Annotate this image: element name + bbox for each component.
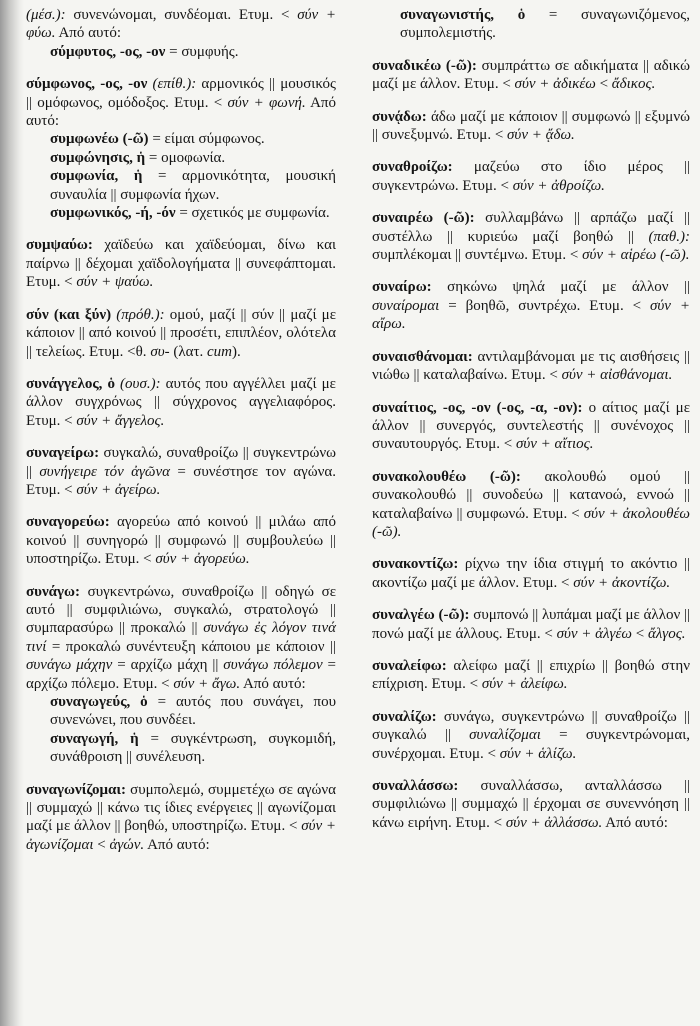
entry-definition <box>372 158 690 195</box>
dictionary-entry <box>372 57 690 94</box>
entry-definition <box>372 555 690 592</box>
entry-definition <box>372 657 690 694</box>
headword: συμψαύω: <box>26 237 93 254</box>
definition-text: (λατ. <box>169 343 207 360</box>
entry-definition <box>372 777 690 832</box>
definition-text: = αρμονικότητα, μουσική συναυλία || συμφωνία ήχων. <box>50 168 336 203</box>
italic-text: σύν + ἁλίζω. <box>499 745 577 762</box>
italic-text: σύν + ἀλείφω. <box>481 676 568 693</box>
definition-text: ο αίτιος μαζί με άλλον || συνεργός, συντελεστής || συνένοχος || συναυτουργός. Ετυμ. < <box>372 399 690 453</box>
italic-text: (μέσ.): <box>26 7 66 23</box>
entry-definition <box>372 108 690 145</box>
italic-text: σύν + ἀκοντίζω. <box>573 574 671 591</box>
definition-text: σηκώνω ψηλά μαζί με άλλον || <box>431 279 690 296</box>
definition-text: = συγκεντρώνομαι, συνέρχομαι. Ετυμ. < <box>372 727 690 762</box>
italic-text: σύν + ἀλλάσσω. <box>505 814 603 831</box>
headword: συναθροίζω: <box>372 159 453 176</box>
italic-text: σύν + ἄγγελος. <box>76 412 165 429</box>
definition-text: ). <box>232 343 241 360</box>
dictionary-entry <box>372 6 690 43</box>
definition-text: < <box>93 836 110 853</box>
definition-text: χαϊδεύω και χαϊδεύομαι, δίνω και παίρνω || δέχομαι χαϊδολογήματα || συνεφάπτομαι. Ετυμ. < <box>26 237 336 291</box>
italic-text: σύν + ἀλγέω <box>556 625 632 642</box>
headword: συμφωνέω (-ῶ) <box>50 131 149 148</box>
headword: συναγωγή, ἡ <box>50 730 139 747</box>
definition-text: συμπλέκομαι || συντέμνω. Ετυμ. < <box>372 247 583 264</box>
italic-text: συ- <box>150 343 170 360</box>
headword: συμφωνικός, -ή, -όν <box>50 205 176 222</box>
dictionary-entry <box>372 348 690 385</box>
italic-text: σύν + αἴρω. <box>372 297 691 333</box>
entry-definition <box>26 6 336 43</box>
dictionary-entry <box>372 278 690 333</box>
entry-definition <box>372 348 690 385</box>
headword: συναλγέω (-ῶ): <box>372 607 470 624</box>
italic-text: ἄλγος. <box>647 625 686 642</box>
headword: συνάγγελος, ὁ <box>26 375 115 392</box>
dictionary-entry <box>26 375 336 430</box>
italic-text: ἄδικος. <box>611 76 656 93</box>
definition-text: = συνέστησε τον αγώνα. Ετυμ. < <box>26 463 336 498</box>
definition-text: αυτός που αγγέλλει μαζί με άλλον συγχρόνως || σύγχρονος αγγελιαφόρος. Ετυμ. < <box>26 375 336 429</box>
definition-text: συγκεντρώνω, συναθροίζω || οδηγώ σε αυτό || συμφιλιώνω, συγκαλώ, στρατολογώ || συμπαρασύρω || προκαλώ || <box>26 583 336 637</box>
italic-text: (ουσ.): <box>114 375 161 392</box>
definition-text: = είμαι σύμφωνος. <box>148 131 265 148</box>
dictionary-entry <box>26 236 336 291</box>
italic-text: cum <box>207 343 232 360</box>
italic-text: σύν + ἀδικέω <box>514 76 596 93</box>
italic-text: συναίρομαι <box>372 297 440 314</box>
definition-text: αρμονικός || μουσικός || ομόφωνος, ομόδοξος. Ετυμ. < <box>26 76 336 111</box>
definition-text: αγορεύω από κοινού || μιλάω από κοινού || συνηγορώ || συμφωνώ || συμβουλεύω || υποστηρίζω. Ετυμ. < <box>26 514 336 568</box>
definition-text: = αυτός που συνάγει, που συνενώνει, που συνδέει. <box>50 694 336 729</box>
entry-definition <box>372 399 690 454</box>
definition-text: συνάγω, συγκεντρώνω || συναθροίζω || συγκαλώ || <box>372 708 690 744</box>
entry-definition <box>26 236 336 291</box>
entry-definition <box>26 513 336 568</box>
italic-text: σύν + ἀκολουθέω (-ῶ). <box>372 505 691 540</box>
headword: σύμφωνος, -ος, -ον <box>26 76 148 93</box>
entry-definition <box>372 57 690 94</box>
derived-entry <box>26 204 336 222</box>
definition-text: = προκαλώ συνέντευξη κάποιου με κάποιον || <box>46 638 336 655</box>
headword: συναισθάνομαι: <box>372 348 473 365</box>
dictionary-entry <box>372 209 690 264</box>
derived-entry <box>26 149 336 167</box>
italic-text: συναλίζομαι <box>469 727 541 744</box>
left-column <box>26 6 336 868</box>
definition-text: = συμφυής. <box>165 43 239 60</box>
derived-entry <box>26 167 336 204</box>
headword: συνακολουθέω (-ῶ): <box>372 468 521 485</box>
italic-text: συνάγω ἐς λόγον τινά τινί <box>26 620 336 655</box>
headword: συναλλάσσω: <box>372 778 459 794</box>
dictionary-entry <box>372 777 690 832</box>
entry-definition <box>26 781 336 855</box>
italic-text: σύν + ἀγωνίζομαι <box>26 818 337 853</box>
italic-text: σύν + αἱρέω (-ῶ). <box>582 247 690 264</box>
definition-text: < <box>631 625 648 642</box>
definition-text: μαζεύω στο ίδιο μέρος || συγκεντρώνω. Ετυμ. < <box>372 159 690 194</box>
italic-text: (επίθ.): <box>147 76 197 93</box>
italic-text: (πρόθ.): <box>111 306 165 323</box>
italic-text: σύν + ᾄδω. <box>507 127 575 144</box>
dictionary-entry <box>372 708 690 763</box>
definition-text: συνενώνομαι, συνδέομαι. Ετυμ. < <box>65 7 298 23</box>
definition-text: = σχετικός με συμφωνία. <box>175 205 330 222</box>
italic-text: (παθ.): <box>648 228 690 245</box>
derived-entry <box>26 693 336 730</box>
right-column <box>372 6 690 846</box>
page-binding-shadow <box>0 0 24 1026</box>
dictionary-entry <box>372 399 690 454</box>
entry-definition <box>26 583 336 693</box>
headword: συνακοντίζω: <box>372 556 459 573</box>
headword: συνᾴδω: <box>372 108 427 125</box>
italic-text: συνήγειρε τόν ἀγῶνα <box>39 463 171 480</box>
headword: συναγωνιστής, ὁ <box>400 7 526 23</box>
headword: σύμφυτος, -ος, -ον <box>50 43 166 60</box>
headword: συναλίζω: <box>372 708 437 725</box>
italic-text: σύν + ἄγω. <box>173 675 241 692</box>
dictionary-entry <box>26 306 336 361</box>
definition-text: άδω μαζί με κάποιον || συμφωνώ || εξυμνώ || συνεξυμνώ. Ετυμ. < <box>372 108 690 144</box>
italic-text: ἀγών. <box>109 836 145 853</box>
dictionary-entry <box>372 657 690 694</box>
definition-text: Από αυτό: <box>240 675 306 692</box>
dictionary-entry <box>372 158 690 195</box>
entry-definition <box>372 606 690 643</box>
dictionary-entry <box>26 781 336 855</box>
headword: συναλείφω: <box>372 657 447 674</box>
italic-text: συνάγω πόλεμον <box>223 657 323 674</box>
headword: συμφωνία, ἡ <box>50 168 143 185</box>
derived-entry <box>26 43 336 61</box>
definition-text: Από αυτό: <box>144 836 210 853</box>
definition-text: συμπράττω σε αδικήματα || αδικώ μαζί με άλλον. Ετυμ. < <box>372 57 690 93</box>
definition-text: Από αυτό: <box>26 94 336 130</box>
definition-text: Από αυτό: <box>602 814 668 831</box>
italic-text: σύν + φύω. <box>26 7 337 42</box>
italic-text: σύν + αἴτιος. <box>515 436 594 453</box>
definition-text: συμπονώ || λυπάμαι μαζί με άλλον || πονώ μαζί με άλλους. Ετυμ. < <box>372 607 691 642</box>
headword: σύν (και ξύν) <box>26 306 112 323</box>
definition-text: συμπολεμώ, συμμετέχω σε αγώνα || συμμαχώ || κάνω τις ίδιες ενέργειες || αγωνίζομαι μαζί με άλλον || βοηθώ, υποστηρίζω. Ετυμ. < <box>26 781 336 835</box>
italic-text: σύν + ψαύω. <box>76 274 154 291</box>
entry-definition <box>372 209 690 264</box>
definition-text: αλείφω μαζί || επιχρίω || βοηθώ στην επίχριση. Ετυμ. < <box>372 657 690 693</box>
dictionary-entry <box>372 108 690 145</box>
entry-definition <box>26 306 336 361</box>
definition-text: = αρχίζω μάχη || <box>112 657 224 674</box>
italic-text: σύν + φωνή. <box>227 94 306 111</box>
italic-text: σύν + ἀγείρω. <box>76 481 161 498</box>
entry-definition <box>26 75 336 130</box>
definition-text: = αρχίζω πόλεμο. Ετυμ. < <box>26 657 336 692</box>
definition-text: συναλλάσσω, ανταλλάσσω || συμφιλιώνω || συμμαχώ || έρχομαι σε συνεννόηση || κάνω ειρήνη. Ετυμ. < <box>372 778 690 831</box>
headword: συναίρω: <box>372 279 432 296</box>
headword: συναιρέω (-ῶ): <box>372 210 475 227</box>
dictionary-entry <box>372 468 690 542</box>
definition-text: συγκαλώ, συναθροίζω || συγκεντρώνω || <box>26 445 336 480</box>
dictionary-entry <box>26 6 336 61</box>
definition-text: ρίχνω την ίδια στιγμή το ακόντιο || ακοντίζω μαζί με άλλον. Ετυμ. < <box>372 556 690 591</box>
dictionary-entry <box>26 513 336 568</box>
dictionary-entry <box>372 555 690 592</box>
dictionary-entry <box>26 75 336 222</box>
italic-text: σύν + ἀθροίζω. <box>512 177 605 194</box>
derived-entry <box>372 6 690 43</box>
entry-definition <box>372 468 690 542</box>
definition-text: = συναγωνιζόμενος, συμπολεμιστής. <box>400 7 690 42</box>
definition-text: ακολουθώ ομού || συνακολουθώ || συνοδεύω || κατανοώ, εννοώ || καταλαβαίνω || συμφωνώ. Ετυμ. < <box>372 468 690 522</box>
dictionary-entry <box>372 606 690 643</box>
entry-definition <box>26 444 336 499</box>
definition-text: = ομοφωνία. <box>145 149 226 166</box>
derived-entry <box>26 730 336 767</box>
definition-text: ομού, μαζί || σύν || μαζί με κάποιον || από κοινού || προσέτι, επιπλέον, ολότελα || τελείως. Ετυμ. <θ. <box>26 306 336 360</box>
definition-text: Από αυτό: <box>55 25 122 42</box>
headword: συναγωγεύς, ὁ <box>50 694 148 710</box>
headword: συναγωνίζομαι: <box>26 781 127 798</box>
headword: συναγείρω: <box>26 445 100 462</box>
headword: συναγορεύω: <box>26 514 110 531</box>
headword: συναίτιος, -ος, -ον (-ος, -α, -ον): <box>372 399 583 416</box>
italic-text: σύν + αἰσθάνομαι. <box>561 367 673 384</box>
headword: συνάγω: <box>26 583 80 600</box>
italic-text: συνάγω μάχην <box>26 657 113 674</box>
definition-text: = βοηθῶ, συντρέχω. Ετυμ. < <box>439 297 651 314</box>
dictionary-entry <box>26 583 336 767</box>
definition-text: < <box>595 76 612 93</box>
derived-entry <box>26 130 336 148</box>
italic-text: σύν + ἀγορεύω. <box>155 551 250 568</box>
dictionary-entry <box>26 444 336 499</box>
entry-definition <box>372 278 690 333</box>
headword: συμφώνησις, ἡ <box>50 149 146 166</box>
definition-text: αντιλαμβάνομαι με τις αισθήσεις || νιώθω || καταλαβαίνω. Ετυμ. < <box>372 348 690 384</box>
entry-definition <box>26 375 336 430</box>
headword: συναδικέω (-ῶ): <box>372 57 477 74</box>
definition-text: = συγκέντρωση, συγκομιδή, συνάθροιση || συνέλευση. <box>50 730 336 766</box>
entry-definition <box>372 708 690 763</box>
definition-text: συλλαμβάνω || αρπάζω μαζί || συστέλλω || κυριεύω μαζί βοηθώ || <box>372 210 691 245</box>
